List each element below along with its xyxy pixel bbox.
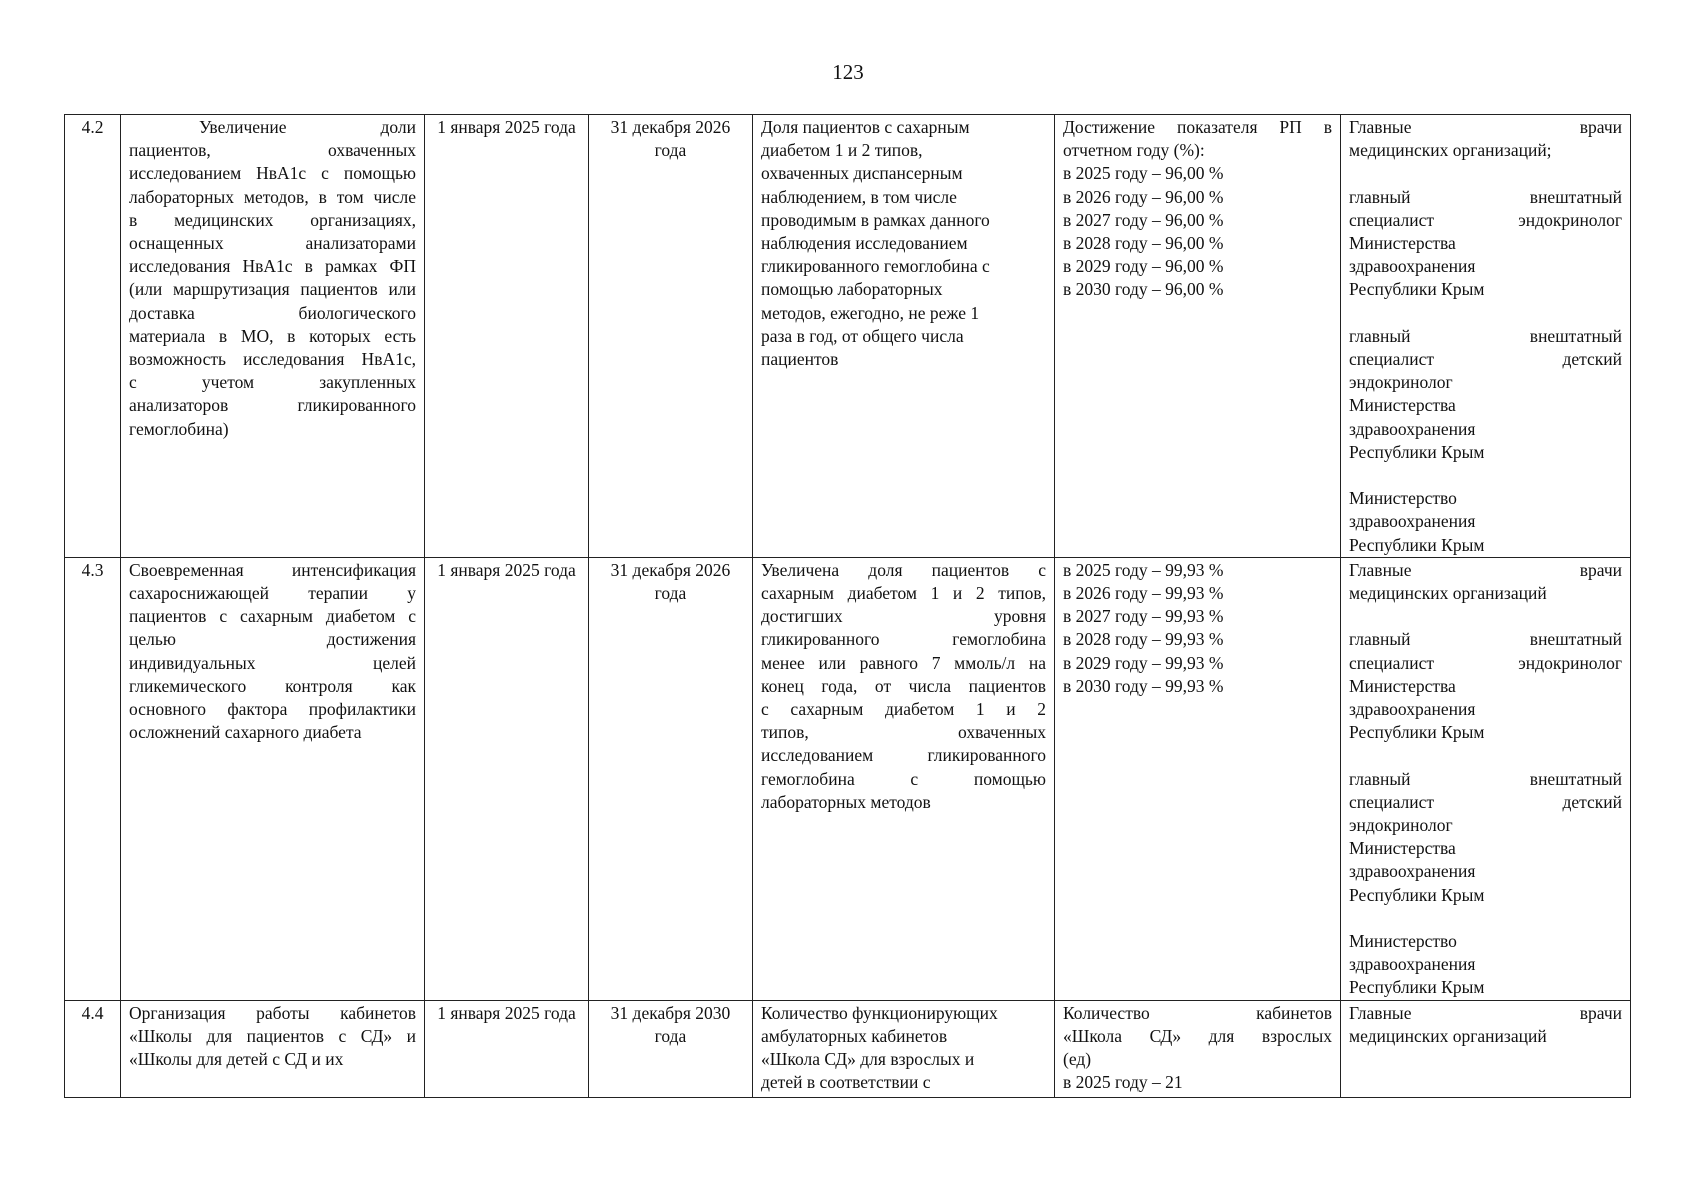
text-line: Министерства — [1349, 675, 1456, 696]
text-line: гликемического контроля как — [129, 675, 416, 696]
text-line: сахароснижающей терапии у — [129, 583, 416, 604]
text-line: в 2025 году – 99,93 % — [1063, 559, 1224, 580]
text-line: в 2029 году – 99,93 % — [1063, 652, 1224, 673]
text-line: проводимым в рамках данного — [761, 209, 990, 230]
text-line: Республики Крым — [1349, 279, 1485, 300]
text-line: исследования НвА1с в рамках ФП — [129, 256, 416, 277]
responsible-block — [1349, 1002, 1622, 1048]
text-line: в 2026 году – 99,93 % — [1063, 583, 1224, 604]
text-line: «Школа СД» для взрослых — [1063, 1025, 1332, 1046]
text-line: здравоохранения — [1349, 256, 1476, 277]
text-line: гемоглобина) — [129, 418, 229, 439]
text-line: основного фактора профилактики — [129, 699, 416, 720]
text-line: исследованием гликированного — [761, 745, 1046, 766]
text-line: осложнений сахарного диабета — [129, 722, 362, 743]
result-cell — [753, 115, 1055, 558]
text-line: конец года, от числа пациентов — [761, 675, 1046, 696]
text-line: специалист эндокринолог — [1349, 209, 1622, 230]
text-line: в 2030 году – 96,00 % — [1063, 279, 1224, 300]
text-line: Увеличена доля пациентов с — [761, 559, 1046, 580]
end-date: 31 декабря 2030 года — [589, 1000, 753, 1097]
text-line: пациентов, охваченных — [129, 140, 416, 161]
text-line: Республики Крым — [1349, 441, 1485, 462]
text-line: целью достижения — [129, 629, 416, 650]
end-date: 31 декабря 2026 года — [589, 557, 753, 1000]
page-number: 123 — [832, 60, 864, 84]
text-line: в 2025 году – 96,00 % — [1063, 163, 1224, 184]
text-line: Количество функционирующих — [761, 1002, 998, 1023]
text-line: с учетом закупленных — [129, 372, 416, 393]
text-line: помощью лабораторных — [761, 279, 943, 300]
text-line: отчетном году (%): — [1063, 140, 1205, 161]
text-line: главный внештатный — [1349, 325, 1622, 346]
text-line: гемоглобина с помощью — [761, 768, 1046, 789]
table-row — [65, 1000, 1631, 1097]
text-line: специалист детский — [1349, 791, 1622, 812]
text-line: индивидуальных целей — [129, 652, 416, 673]
text-line: Увеличение доли — [199, 117, 416, 137]
text-line: анализаторов гликированного — [129, 395, 416, 416]
text-line: оснащенных анализаторами — [129, 233, 416, 254]
row-number: 4.4 — [65, 1000, 121, 1097]
text-line: Республики Крым — [1349, 534, 1485, 555]
text-line: наблюдением, в том числе — [761, 186, 957, 207]
text-line: менее или равного 7 ммоль/л на — [761, 652, 1046, 673]
text-line: в 2028 году – 96,00 % — [1063, 233, 1224, 254]
text-line: в 2027 году – 96,00 % — [1063, 209, 1224, 230]
result-cell — [753, 1000, 1055, 1097]
text-line: медицинских организаций — [1349, 1025, 1547, 1046]
text-line: Главные врачи — [1349, 1002, 1622, 1023]
responsible-block — [1349, 628, 1622, 744]
text-line: Доля пациентов с сахарным — [761, 117, 970, 137]
text-line: в 2028 году – 99,93 % — [1063, 629, 1224, 650]
responsible-block — [1349, 186, 1622, 302]
text-line: методов, ежегодно, не реже 1 — [761, 302, 980, 323]
indicator-cell — [1055, 557, 1341, 1000]
responsible-cell — [1341, 115, 1631, 558]
text-line: в 2030 году – 99,93 % — [1063, 675, 1224, 696]
responsible-cell — [1341, 557, 1631, 1000]
text-line: в медицинских организациях, — [129, 209, 416, 230]
text-line: лабораторных методов, в том числе — [129, 186, 416, 207]
text-line: главный внештатный — [1349, 629, 1622, 650]
activity-cell — [121, 1000, 425, 1097]
row-number: 4.3 — [65, 557, 121, 1000]
text-line: эндокринолог — [1349, 372, 1453, 393]
text-line: Количество кабинетов — [1063, 1002, 1332, 1023]
text-line: «Школа СД» для взрослых и — [761, 1049, 975, 1070]
text-line: медицинских организаций — [1349, 583, 1547, 604]
table-row — [65, 115, 1631, 558]
text-line: (или маршрутизация пациентов или — [129, 279, 416, 300]
text-line: главный внештатный — [1349, 186, 1622, 207]
text-line: эндокринолог — [1349, 815, 1453, 836]
responsible-block — [1349, 768, 1622, 907]
text-line: Организация работы кабинетов — [129, 1002, 416, 1023]
responsible-block — [1349, 930, 1622, 1000]
text-line: Республики Крым — [1349, 884, 1485, 905]
text-line: Министерства — [1349, 395, 1456, 416]
text-line: Министерства — [1349, 838, 1456, 859]
activity-cell — [121, 557, 425, 1000]
start-date: 1 января 2025 года — [425, 1000, 589, 1097]
indicator-cell — [1055, 1000, 1341, 1097]
text-line: Министерство — [1349, 931, 1457, 952]
text-line: с сахарным диабетом 1 и 2 — [761, 699, 1046, 720]
action-plan-table — [64, 114, 1631, 1098]
text-line: здравоохранения — [1349, 418, 1476, 439]
end-date: 31 декабря 2026 года — [589, 115, 753, 558]
text-line: здравоохранения — [1349, 699, 1476, 720]
text-line: в 2027 году – 99,93 % — [1063, 606, 1224, 627]
text-line: в 2025 году – 21 — [1063, 1072, 1183, 1093]
text-line: материала в МО, в которых есть — [129, 325, 416, 346]
text-line: здравоохранения — [1349, 511, 1476, 532]
indicator-cell — [1055, 115, 1341, 558]
text-line: (ед) — [1063, 1049, 1092, 1070]
text-line: Главные врачи — [1349, 117, 1622, 137]
text-line: пациентов — [761, 349, 839, 370]
text-line: специалист эндокринолог — [1349, 652, 1622, 673]
responsible-block — [1349, 487, 1622, 557]
text-line: исследованием НвА1с с помощью — [129, 163, 416, 184]
text-line: сахарным диабетом 1 и 2 типов, — [761, 583, 1046, 604]
text-line: медицинских организаций; — [1349, 140, 1552, 161]
text-line: специалист детский — [1349, 349, 1622, 369]
text-line: «Школы для детей с СД и их — [129, 1049, 344, 1070]
text-line: гликированного гемоглобина с — [761, 256, 990, 277]
text-line: главный внештатный — [1349, 768, 1622, 789]
text-line: в 2026 году – 96,00 % — [1063, 186, 1224, 207]
text-line: достигших уровня — [761, 606, 1046, 627]
text-line: типов, охваченных — [761, 722, 1046, 743]
responsible-cell — [1341, 1000, 1631, 1097]
text-line: «Школы для пациентов с СД» и — [129, 1025, 416, 1046]
text-line: Республики Крым — [1349, 977, 1485, 998]
row-number: 4.2 — [65, 115, 121, 558]
text-line: пациентов с сахарным диабетом с — [129, 606, 416, 627]
text-line: Своевременная интенсификация — [129, 559, 416, 580]
text-line: диабетом 1 и 2 типов, — [761, 140, 923, 161]
text-line: Министерства — [1349, 233, 1456, 253]
text-line: Республики Крым — [1349, 722, 1485, 743]
text-line: Главные врачи — [1349, 559, 1622, 580]
text-line: раза в год, от общего числа — [761, 325, 964, 346]
text-line: доставка биологического — [129, 302, 416, 323]
responsible-block — [1349, 559, 1622, 605]
text-line: детей в соответствии с — [761, 1072, 931, 1093]
text-line: возможность исследования НвА1с, — [129, 349, 416, 370]
text-line: лабораторных методов — [761, 791, 931, 812]
text-line: гликированного гемоглобина — [761, 629, 1046, 650]
text-line: Министерство — [1349, 488, 1457, 509]
responsible-block — [1349, 325, 1622, 464]
text-line: наблюдения исследованием — [761, 233, 968, 254]
result-cell — [753, 557, 1055, 1000]
responsible-block — [1349, 116, 1622, 162]
start-date: 1 января 2025 года — [425, 115, 589, 558]
activity-cell — [121, 115, 425, 558]
text-line: амбулаторных кабинетов — [761, 1025, 948, 1046]
text-line: в 2029 году – 96,00 % — [1063, 256, 1224, 277]
table-row — [65, 557, 1631, 1000]
text-line: Достижение показателя РП в — [1063, 117, 1332, 137]
text-line: здравоохранения — [1349, 861, 1476, 882]
text-line: здравоохранения — [1349, 954, 1476, 975]
text-line: охваченных диспансерным — [761, 163, 963, 184]
start-date: 1 января 2025 года — [425, 557, 589, 1000]
